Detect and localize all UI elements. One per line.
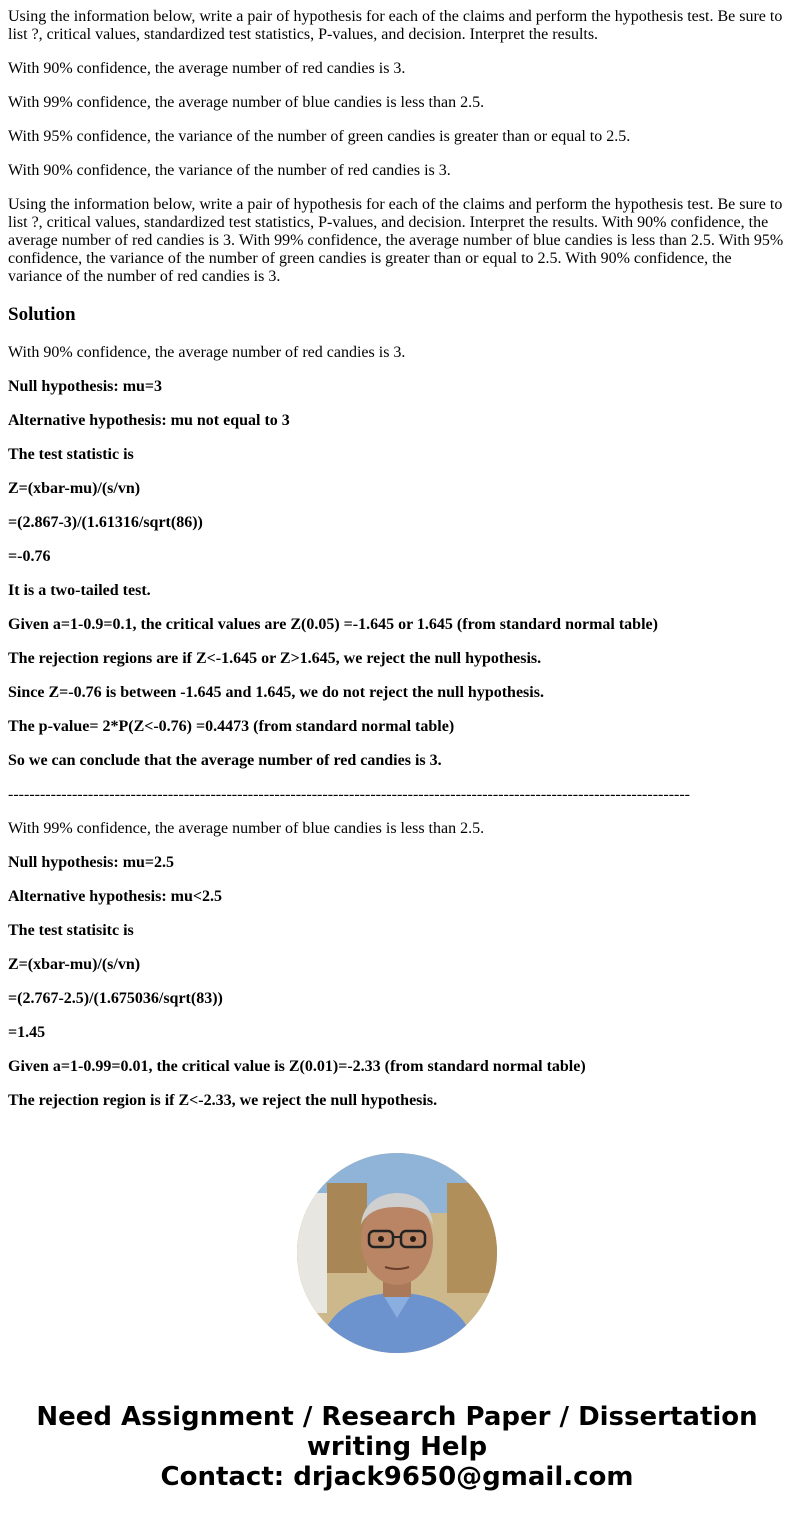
part1-conclusion: So we can conclude that the average number of red candies is 3.: [8, 752, 442, 769]
part1-p-value: The p-value= 2*P(Z<-0.76) =0.4473 (from standard normal table): [8, 718, 455, 735]
question-intro: Using the information below, write a pair of hypothesis for each of the claims and perform the hypothesis test. Be sure to list ?, critical values, standardized test statistics, P-values, and decision. Interpret the results.: [8, 8, 783, 43]
part1-test-type: It is a two-tailed test.: [8, 582, 151, 599]
footer-contact: Contact: drjack9650@gmail.com: [160, 1462, 634, 1492]
part1-rejection-regions: The rejection regions are if Z<-1.645 or Z>1.645, we reject the null hypothesis.: [8, 650, 542, 667]
claim-3: With 95% confidence, the variance of the number of green candies is greater than or equal to 2.5.: [8, 128, 631, 145]
part1-alt-hypothesis: Alternative hypothesis: mu not equal to 3: [8, 412, 290, 429]
part1-substitution: =(2.867-3)/(1.61316/sqrt(86)): [8, 514, 203, 531]
claim-4: With 90% confidence, the variance of the number of red candies is 3.: [8, 162, 451, 179]
document-body: [8, 0, 786, 1126]
part1-null-hypothesis: Null hypothesis: mu=3: [8, 378, 163, 395]
part2-rejection-region: The rejection region is if Z<-2.33, we reject the null hypothesis.: [8, 1092, 438, 1109]
part2-critical-value: Given a=1-0.99=0.01, the critical value is Z(0.01)=-2.33 (from standard normal table): [8, 1058, 586, 1075]
footer-banner: [0, 1402, 794, 1492]
claim-2: With 99% confidence, the average number of blue candies is less than 2.5.: [8, 94, 485, 111]
part2-substitution: =(2.767-2.5)/(1.675036/sqrt(83)): [8, 990, 223, 1007]
footer-line-2: writing Help: [306, 1432, 488, 1462]
solution-heading: Solution: [8, 304, 76, 325]
footer-line-1: Need Assignment / Research Paper / Dissertation: [36, 1402, 758, 1432]
part2-z-value: =1.45: [8, 1024, 46, 1041]
part2-alt-hypothesis: Alternative hypothesis: mu<2.5: [8, 888, 222, 905]
part2-test-statistic-label: The test statisitc is: [8, 922, 134, 939]
part2-null-hypothesis: Null hypothesis: mu=2.5: [8, 854, 175, 871]
tutor-portrait-image: [297, 1153, 497, 1353]
claim-1: With 90% confidence, the average number of red candies is 3.: [8, 60, 406, 77]
part1-test-statistic-label: The test statistic is: [8, 446, 134, 463]
tutor-avatar: [297, 1153, 497, 1353]
question-combined: Using the information below, write a pair of hypothesis for each of the claims and perform the hypothesis test. Be sure to list ?, critical values, standardized test statistics, P-values, and decision. Interpret the results. With 90% confidence, the average number of red candies is 3. With 99% confidence, the average number of blue candies is less than 2.5. With 95% confidence, the variance of the number of green candies is greater than or equal to 2.5. With 90% confidence, the variance of the number of red candies is 3.: [8, 196, 784, 285]
section-divider: --------------------------------------------------------------------------------------------------------------------------------: [8, 786, 690, 803]
part1-formula: Z=(xbar-mu)/(s/vn): [8, 480, 141, 497]
part2-formula: Z=(xbar-mu)/(s/vn): [8, 956, 141, 973]
part1-critical-values: Given a=1-0.9=0.1, the critical values are Z(0.05) =-1.645 or 1.645 (from standard normal table): [8, 616, 658, 633]
part1-z-value: =-0.76: [8, 548, 51, 565]
part1-claim: With 90% confidence, the average number of red candies is 3.: [8, 344, 406, 361]
part2-claim: With 99% confidence, the average number of blue candies is less than 2.5.: [8, 820, 485, 837]
part1-decision: Since Z=-0.76 is between -1.645 and 1.645, we do not reject the null hypothesis.: [8, 684, 544, 701]
